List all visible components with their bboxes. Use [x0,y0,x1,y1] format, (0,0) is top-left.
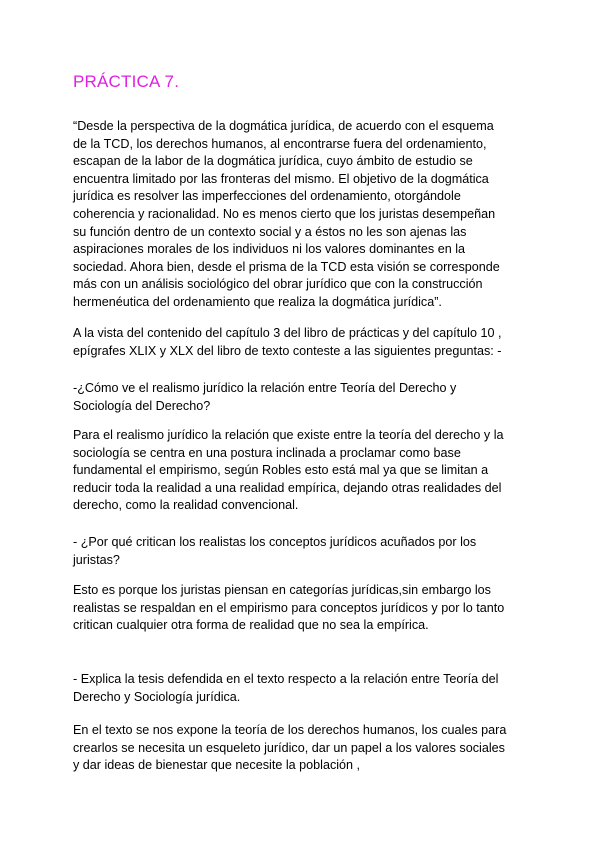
question-2: - ¿Por qué critican los realistas los conceptos jurídicos acuñados por los juristas? [73,535,477,567]
quote-paragraph: “Desde la perspectiva de la dogmática jurídica, de acuerdo con el esquema de la TCD, los derechos humanos, al encontrarse fuera del ordenamiento, escapan de la labor de la dogmática jurídica, cuyo ámbito de estudio se encuentra limitado por las fronteras del mismo. El objetivo de la dogmática jurídica es resolver las imperfecciones del ordenamiento, otorgándole coherencia y racionalidad. No es menos cierto que los juristas desempeñan su función dentro de un contexto social y a éstos no les son ajenas las aspiraciones morales de los individuos ni los valores dominantes en la sociedad. Ahora bien, desde el prisma de la TCD esta visión se corresponde más con un análisis sociológico del obrar jurídico que con la construcción hermenéutica del ordenamiento que realiza la dogmática jurídica”. [73,119,500,309]
question-1: -¿Cómo ve el realismo jurídico la relación entre Teoría del Derecho y Sociología del Derecho? [73,381,457,413]
page-title: PRÁCTICA 7. [73,72,180,91]
answer-1: Para el realismo jurídico la relación que existe entre la teoría del derecho y la sociología se centra en una postura inclinada a proclamar como base fundamental el empirismo, según Robles esto está mal ya que se limitan a reducir toda la realidad a una realidad empírica, dejando otras realidades del derecho, como la realidad convencional. [73,428,504,513]
answer-3: En el texto se nos expone la teoría de los derechos humanos, los cuales para crearlos se necesita un esqueleto jurídico, dar un papel a los valores sociales y dar ideas de bienestar que necesite la población , [73,723,507,773]
question-3: - Explica la tesis defendida en el texto respecto a la relación entre Teoría del Derecho y Sociología jurídica. [73,672,499,704]
answer-2: Esto es porque los juristas piensan en categorías jurídicas,sin embargo los realistas se respaldan en el empirismo para conceptos jurídicos y por lo tanto critican cualquier otra forma de realidad que no sea la empírica. [73,583,505,633]
instructions-paragraph: A la vista del contenido del capítulo 3 del libro de prácticas y del capítulo 10 , epígrafes XLIX y XLX del libro de texto conteste a las siguientes preguntas: - [73,326,502,358]
